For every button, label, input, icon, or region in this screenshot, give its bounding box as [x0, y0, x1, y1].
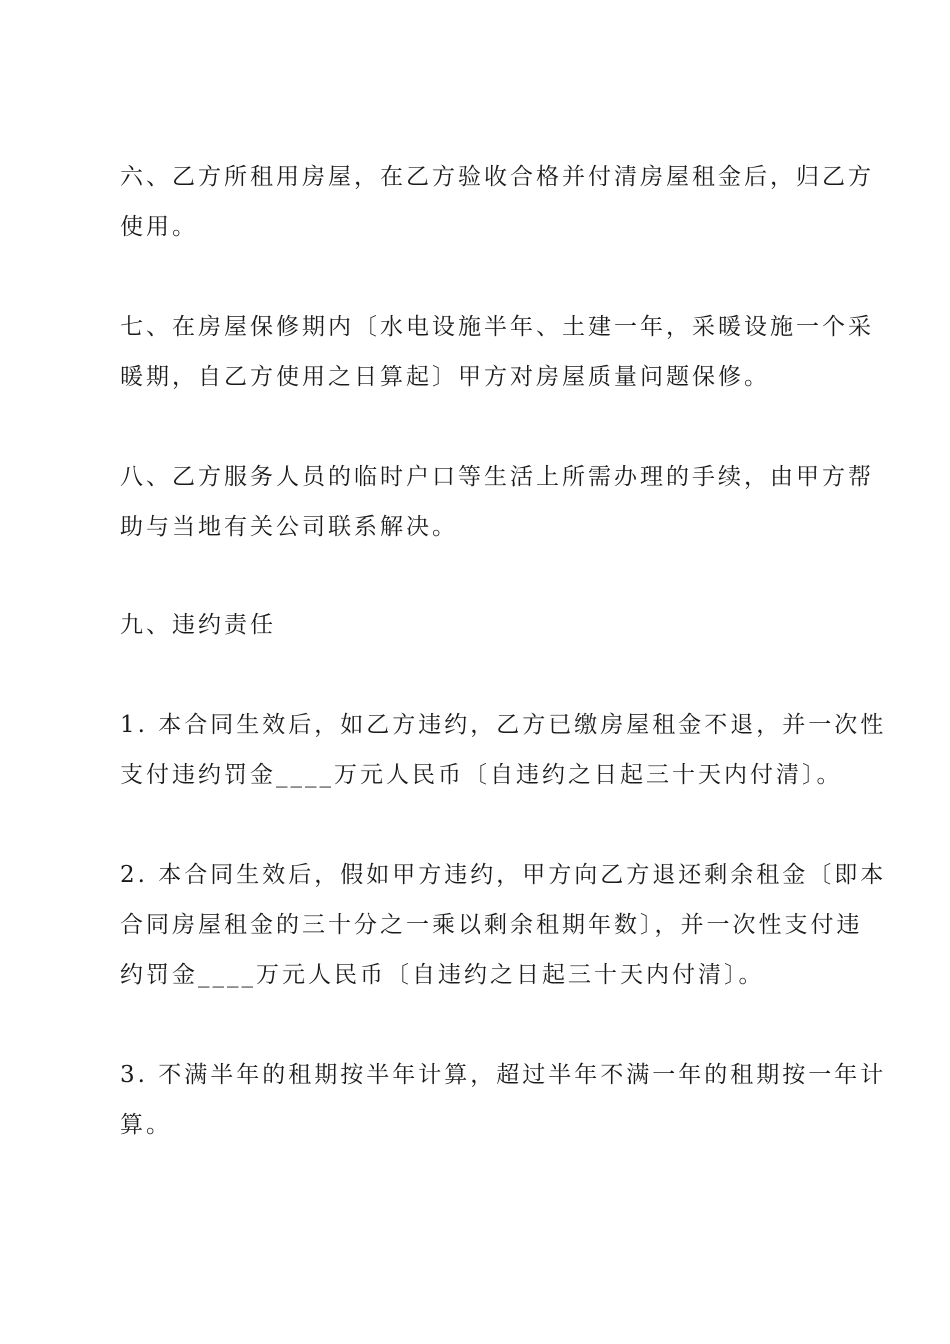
clause-eight: [120, 452, 874, 552]
clause-line: 2. 本合同生效后，假如甲方违约，甲方向乙方退还剩余租金〔即本: [120, 862, 887, 888]
clause-line: 支付违约罚金____万元人民币〔自违约之日起三十天内付清〕。: [120, 762, 843, 788]
clause-line: 八、乙方服务人员的临时户口等生活上所需办理的手续，由甲方帮: [120, 464, 874, 490]
clause-line: 暖期，自乙方使用之日算起〕甲方对房屋质量问题保修。: [120, 364, 770, 390]
clause-line: 合同房屋租金的三十分之一乘以剩余租期年数〕，并一次性支付违: [120, 912, 863, 938]
clause-line: 七、在房屋保修期内〔水电设施半年、土建一年，采暖设施一个采: [120, 314, 874, 340]
clause-seven: [120, 302, 874, 402]
clause-line: 六、乙方所租用房屋，在乙方验收合格并付清房屋租金后，归乙方: [120, 164, 874, 190]
breach-item-3: [120, 1050, 887, 1150]
clause-line: 约罚金____万元人民币〔自违约之日起三十天内付清〕。: [120, 962, 765, 988]
clause-nine-heading: [120, 600, 832, 650]
clause-line: 算。: [120, 1112, 172, 1138]
breach-item-1: [120, 700, 887, 800]
clause-line: 3. 不满半年的租期按半年计算，超过半年不满一年的租期按一年计: [120, 1062, 887, 1088]
clause-line: 使用。: [120, 214, 198, 240]
clause-line: 1. 本合同生效后，如乙方违约，乙方已缴房屋租金不退，并一次性: [120, 712, 887, 738]
section-heading: 九、违约责任: [120, 612, 276, 638]
clause-line: 助与当地有关公司联系解决。: [120, 514, 458, 540]
clause-six: [120, 152, 874, 252]
breach-item-2: [120, 850, 887, 1000]
